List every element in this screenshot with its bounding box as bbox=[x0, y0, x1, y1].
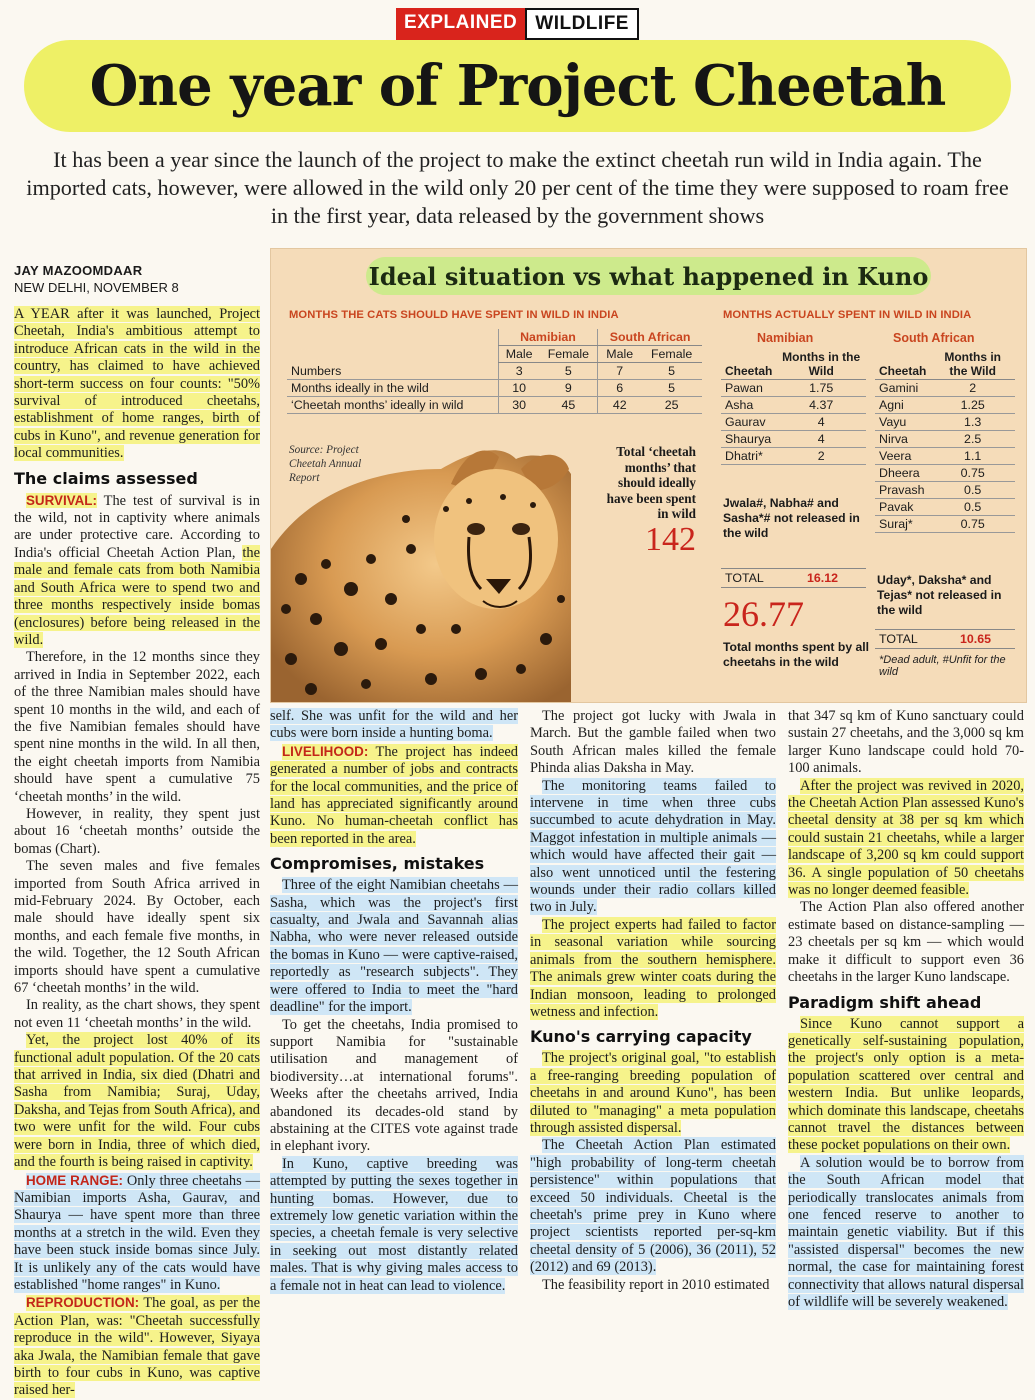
headline: One year of Project Cheetah bbox=[89, 53, 946, 119]
para-7 bbox=[14, 1032, 260, 1171]
namibian-total-value: 16.12 bbox=[806, 571, 838, 585]
table-row bbox=[875, 380, 1015, 397]
months-value: 1.1 bbox=[930, 448, 1015, 465]
cheetah-name: Agni bbox=[875, 397, 930, 414]
para-4 bbox=[788, 1016, 1024, 1155]
ideal-cell: 9 bbox=[540, 380, 598, 397]
namibian-total-row bbox=[721, 568, 866, 588]
para-5: The seven males and five females imported from South Africa arrived in mid-February 2024. By October, each male should have ideally spent six months, and each female five months, in the wild. Together, the 12 South African imports should have spent a cumulative 67 ‘cheetah months’ in the wild. bbox=[14, 858, 260, 997]
ideal-cell: 7 bbox=[598, 363, 642, 380]
kw-survival: SURVIVAL: bbox=[26, 492, 97, 508]
cheetah-name: Dhatri* bbox=[721, 448, 776, 465]
table-row bbox=[721, 380, 866, 397]
table-row bbox=[875, 414, 1015, 431]
south-african-total-value: 10.65 bbox=[959, 632, 991, 646]
cheetah-illustration bbox=[271, 429, 571, 703]
infographic-title: Ideal situation vs what happened in Kuno bbox=[366, 257, 931, 295]
footnote: *Dead adult, #Unfit for the wild bbox=[879, 654, 1006, 678]
section-tag bbox=[0, 8, 1035, 40]
ideal-sub: Female bbox=[540, 346, 598, 363]
para-3: The Action Plan also offered another estimate based on distance-sampling — 23 cheetals per sq km — which would make it difficult to support even 36 cheetahs in the larger Kuno landscape. bbox=[788, 899, 1024, 986]
grand-total-value: 26.77 bbox=[723, 594, 804, 634]
grand-total-label: Total months spent by all cheetahs in the wild bbox=[723, 640, 870, 669]
ideal-cell: 3 bbox=[498, 363, 539, 380]
ideal-sub: Male bbox=[598, 346, 642, 363]
months-value: 0.75 bbox=[930, 465, 1015, 482]
south-african-label: South African bbox=[893, 331, 975, 345]
reproduction-text: The goal, as per the Action Plan, was: "Cheetah successfully reproduce in the wild". However, Siyaya aka Jwala, the Namibian female that gave birth to four cubs in Kuno, was captive raised her- bbox=[14, 1295, 260, 1399]
para-1 bbox=[270, 708, 518, 743]
ideal-group-south-african: South African bbox=[598, 329, 702, 346]
kw-home-range: HOME RANGE: bbox=[26, 1172, 123, 1188]
para-reproduction bbox=[14, 1294, 260, 1399]
col-months: Months in the Wild bbox=[930, 349, 1015, 380]
cheetah-name: Gaurav bbox=[721, 414, 776, 431]
ideal-cell: 42 bbox=[598, 397, 642, 414]
para-4: To get the cheetahs, India promised to support Namibia for "sustainable utilisation and management of biodiversity…at international forums". Weeks after the cheetahs arrived, India abandoned its decades-old stand by abstaining at the CITES vote against trade in elephant ivory. bbox=[270, 1016, 518, 1155]
lede-text: A YEAR after it was launched, Project Cheetah, India's ambitious attempt to introduce African cats in the wild in the country, has claimed to have achieved short-term success on four counts: "50% survival of introduced cheetahs, establishment of home ranges, birth of cubs in Kuno", and revenue generation for local communities. bbox=[14, 306, 260, 462]
table-row bbox=[875, 431, 1015, 448]
source-note: Source: Project Cheetah Annual Report bbox=[289, 444, 362, 484]
ideal-row-label: Months ideally in the wild bbox=[287, 380, 498, 397]
author: JAY MAZOOMDAAR bbox=[14, 263, 143, 278]
ideal-row-months bbox=[287, 380, 702, 397]
tag-wildlife: WILDLIFE bbox=[525, 8, 639, 40]
cheetah-name: Pawan bbox=[721, 380, 776, 397]
cheetah-name: Pravash bbox=[875, 482, 930, 499]
col-months: Months in the Wild bbox=[776, 349, 866, 380]
total-ideal-value: 142 bbox=[645, 521, 696, 558]
months-value: 1.3 bbox=[930, 414, 1015, 431]
table-row bbox=[875, 499, 1015, 516]
para-3-text: The project experts had failed to factor in seasonal variation while sourcing animals from the southern hemisphere. The animals grew winter coats during the Indian monsoon, leading to prolonged wetness and infection. bbox=[530, 916, 776, 1020]
para-6: In reality, as the chart shows, they spent not even 11 ‘cheetah months’ in the wild. bbox=[14, 997, 260, 1031]
subhead-capacity: Kuno's carrying capacity bbox=[530, 1027, 752, 1047]
namibian-total-label: TOTAL bbox=[725, 571, 764, 585]
subhead-claims: The claims assessed bbox=[14, 468, 198, 488]
ideal-heading: MONTHS THE CATS SHOULD HAVE SPENT IN WILD IN INDIA bbox=[289, 309, 619, 321]
cheetah-name: Pavak bbox=[875, 499, 930, 516]
namibian-note: Jwala#, Nabha# and Sasha*# not released in the wild bbox=[723, 496, 860, 540]
months-value: 2 bbox=[930, 380, 1015, 397]
ideal-cell: 45 bbox=[540, 397, 598, 414]
para-lede bbox=[14, 306, 260, 463]
south-african-note: Uday*, Daksha* and Tejas* not released in the wild bbox=[877, 573, 1002, 617]
para-6: The feasibility report in 2010 estimated bbox=[542, 1276, 770, 1293]
para-7-text: Yet, the project lost 40% of its functional adult population. Of the 20 cats that arrived in India, six died (Dhatri and Sasha from Namibia; Suraj, Uday, Daksha, and Tejas from South Africa), and two were unfit for the wild. Four cubs were born in India, three of which died, and the fourth is being raised in captivity. bbox=[14, 1032, 260, 1171]
cheetah-name: Nirva bbox=[875, 431, 930, 448]
ideal-cell: 6 bbox=[598, 380, 642, 397]
para-2-text: After the project was revived in 2020, the Cheetah Action Plan assessed Kuno's cheetal density at 38 per sq km which could sustain 21 cheetahs, while a larger landscape of 3,200 sq km could support 36. A single population of 50 cheetahs was no longer deemed feasible. bbox=[788, 777, 1024, 899]
months-value: 1.25 bbox=[930, 397, 1015, 414]
dateline: NEW DELHI, NOVEMBER 8 bbox=[14, 280, 179, 295]
para-1-text: self. She was unfit for the wild and her cubs were born inside a hunting boma. bbox=[270, 708, 518, 742]
tag-explained: EXPLAINED bbox=[396, 8, 525, 40]
deck: It has been a year since the launch of the project to make the extinct cheetah run wild in India again. The imported cats, however, were allowed in the wild only 20 per cent of the time they were supposed to roam free in the first year, data released by the government shows bbox=[26, 147, 1009, 228]
para-5-text: A solution would be to borrow from the South African model that periodically translocates animals from one fenced reserve to another to maintain genetic viability. But if this "assisted dispersal" becomes the new normal, the case for maintaining forest connectivity that allows natural dispersal of wildlife will be severely weakened. bbox=[788, 1154, 1024, 1310]
para-3 bbox=[270, 877, 518, 1016]
table-row bbox=[721, 431, 866, 448]
para-4-text: The project's original goal, "to establish a free-ranging breeding population of cheetahs in and around Kuno", has been diluted to "managing" a meta population through assisted dispersal. bbox=[530, 1050, 776, 1136]
col-cheetah: Cheetah bbox=[875, 349, 930, 380]
months-value: 1.75 bbox=[776, 380, 866, 397]
ideal-row-label: ‘Cheetah months’ ideally in wild bbox=[287, 397, 498, 414]
para-1: The project got lucky with Jwala in March. But the gamble failed when two South African males killed the female Phinda alias Daksha in May. bbox=[530, 708, 776, 777]
months-value: 4 bbox=[776, 414, 866, 431]
ideal-cell: 10 bbox=[498, 380, 539, 397]
para-livelihood bbox=[270, 743, 518, 848]
south-african-total-label: TOTAL bbox=[879, 632, 918, 646]
table-row bbox=[721, 414, 866, 431]
ideal-cell: 25 bbox=[641, 397, 702, 414]
subhead-paradigm: Paradigm shift ahead bbox=[788, 992, 982, 1012]
ideal-group-namibian: Namibian bbox=[498, 329, 597, 346]
ideal-sub: Female bbox=[641, 346, 702, 363]
para-5-text: In Kuno, captive breeding was attempted by putting the sexes together in hunting bomas. However, due to extremely low genetic variation within the species, a cheetah female is very selective in seeking out most distantly related males. That is why giving males access to a female not in heat can lead to violence. bbox=[270, 1155, 518, 1294]
survival-text-b: the male and female cats from both Namibia and South Africa were to spend two and three months respectively inside bomas (enclosures) before being released in the wild. bbox=[14, 544, 260, 648]
cheetah-name: Dheera bbox=[875, 465, 930, 482]
namibian-label: Namibian bbox=[757, 331, 814, 345]
para-3 bbox=[530, 917, 776, 1021]
cheetah-name: Gamini bbox=[875, 380, 930, 397]
ideal-row-numbers bbox=[287, 363, 702, 380]
para-3: Therefore, in the 12 months since they arrived in India in September 2022, each of the three Namibian males should have spent 10 months in the wild, and each of the five Namibian females should have spent nine months in the wild. In all then, the eight cheetah imports from Namibia should have spent a cumulative 75 ‘cheetah months’ in the wild. bbox=[14, 649, 260, 805]
ideal-cell: 5 bbox=[641, 380, 702, 397]
months-value: 2.5 bbox=[930, 431, 1015, 448]
table-row bbox=[875, 465, 1015, 482]
ideal-cell: 5 bbox=[540, 363, 598, 380]
para-4 bbox=[530, 1050, 776, 1137]
article-column-3 bbox=[530, 708, 776, 1294]
south-african-table bbox=[875, 349, 1015, 533]
col-cheetah: Cheetah bbox=[721, 349, 776, 380]
ideal-table bbox=[287, 329, 702, 414]
months-value: 2 bbox=[776, 448, 866, 465]
table-row bbox=[875, 448, 1015, 465]
para-4-text: Since Kuno cannot support a genetically self-sustaining population, the project's only option is a meta-population scattered over central and western India. But unlike leopards, which dominate this landscape, cheetahs cannot travel the distances between these pocket populations on their own. bbox=[788, 1015, 1024, 1154]
para-5 bbox=[530, 1137, 776, 1276]
survival-text-a: The test of survival is in the wild, not in captivity where animals are under protective care. According to India's official Cheetah Action Plan, bbox=[14, 492, 260, 561]
namibian-table bbox=[721, 349, 866, 465]
article-column-4 bbox=[788, 708, 1024, 1311]
para-5-text: The Cheetah Action Plan estimated "high probability of long-term cheetah persistence" within populations that exceed 50 individuals. Cheetal is the cheetah's prime prey in Kuno where project scientists reported per-sq-km cheetal density of 5 (2006), 36 (2011), 52 (2012) and 69 (2013). bbox=[530, 1137, 776, 1276]
cheetah-name: Shaurya bbox=[721, 431, 776, 448]
para-5 bbox=[270, 1156, 518, 1295]
byline bbox=[14, 262, 179, 296]
ideal-cell: 30 bbox=[498, 397, 539, 414]
table-row bbox=[875, 516, 1015, 533]
table-row bbox=[875, 397, 1015, 414]
table-row bbox=[721, 448, 866, 465]
para-survival bbox=[14, 492, 260, 650]
article-column-2 bbox=[270, 708, 518, 1295]
months-value: 4 bbox=[776, 431, 866, 448]
subhead-compromises: Compromises, mistakes bbox=[270, 854, 485, 874]
months-value: 0.5 bbox=[930, 499, 1015, 516]
livelihood-text: The project has indeed generated a number of jobs and contracts for the local communities, and the price of land has appreciated significantly around Kuno. No human-cheetah conflict has been reported in the area. bbox=[270, 743, 518, 847]
ideal-sub: Male bbox=[498, 346, 539, 363]
para-5 bbox=[788, 1155, 1024, 1312]
para-1: that 347 sq km of Kuno sanctuary could sustain 27 cheetahs, and the 3,000 sq km larger Kuno landscape could hold 70-100 animals. bbox=[788, 708, 1024, 777]
south-african-total-row bbox=[875, 629, 1015, 649]
months-value: 0.5 bbox=[930, 482, 1015, 499]
kw-reproduction: REPRODUCTION: bbox=[26, 1295, 140, 1311]
kw-livelihood: LIVELIHOOD: bbox=[282, 743, 369, 759]
ideal-row-cheetah-months bbox=[287, 397, 702, 414]
total-ideal-label: Total ‘cheetah months’ that should ideally have been spent in wild bbox=[606, 444, 696, 521]
home-range-text: Only three cheetahs — Namibian imports Asha, Gaurav, and Shaurya — have spent more than three months at a stretch in the wild. Even they have been stuck inside bomas since July. It is unlikely any of the cats would have established "home ranges" in Kuno. bbox=[14, 1172, 260, 1293]
table-row bbox=[721, 397, 866, 414]
table-row bbox=[875, 482, 1015, 499]
article-column-1 bbox=[14, 306, 260, 1400]
months-value: 0.75 bbox=[930, 516, 1015, 533]
para-2-text: The monitoring teams failed to intervene in time when three cubs succumbed to acute dehydration in May. Maggot infestation in multiple animals — which would have affected their gait — also went unnoticed until the festering wounds under their radio collars killed two in July. bbox=[530, 777, 776, 916]
para-2 bbox=[788, 778, 1024, 900]
cheetah-name: Suraj* bbox=[875, 516, 930, 533]
cheetah-name: Asha bbox=[721, 397, 776, 414]
ideal-row-label: Numbers bbox=[287, 363, 498, 380]
headline-banner bbox=[24, 40, 1011, 132]
months-value: 4.37 bbox=[776, 397, 866, 414]
cheetah-name: Vayu bbox=[875, 414, 930, 431]
infographic bbox=[270, 248, 1027, 703]
para-home-range bbox=[14, 1172, 260, 1295]
para-4: However, in reality, they spent just about 16 ‘cheetah months’ outside the bomas (Chart). bbox=[14, 805, 260, 857]
para-2 bbox=[530, 778, 776, 917]
actual-heading: MONTHS ACTUALLY SPENT IN WILD IN INDIA bbox=[723, 309, 972, 321]
para-3-text: Three of the eight Namibian cheetahs — Sasha, which was the project's first casualty, and Jwala and Savannah alias Nabha, who were never released outside the bomas in Kuno — were captive-raised, reportedly as "research subjects". They were offered to India to meet the "hard deadline" for the import. bbox=[270, 877, 518, 1016]
ideal-cell: 5 bbox=[641, 363, 702, 380]
cheetah-name: Veera bbox=[875, 448, 930, 465]
